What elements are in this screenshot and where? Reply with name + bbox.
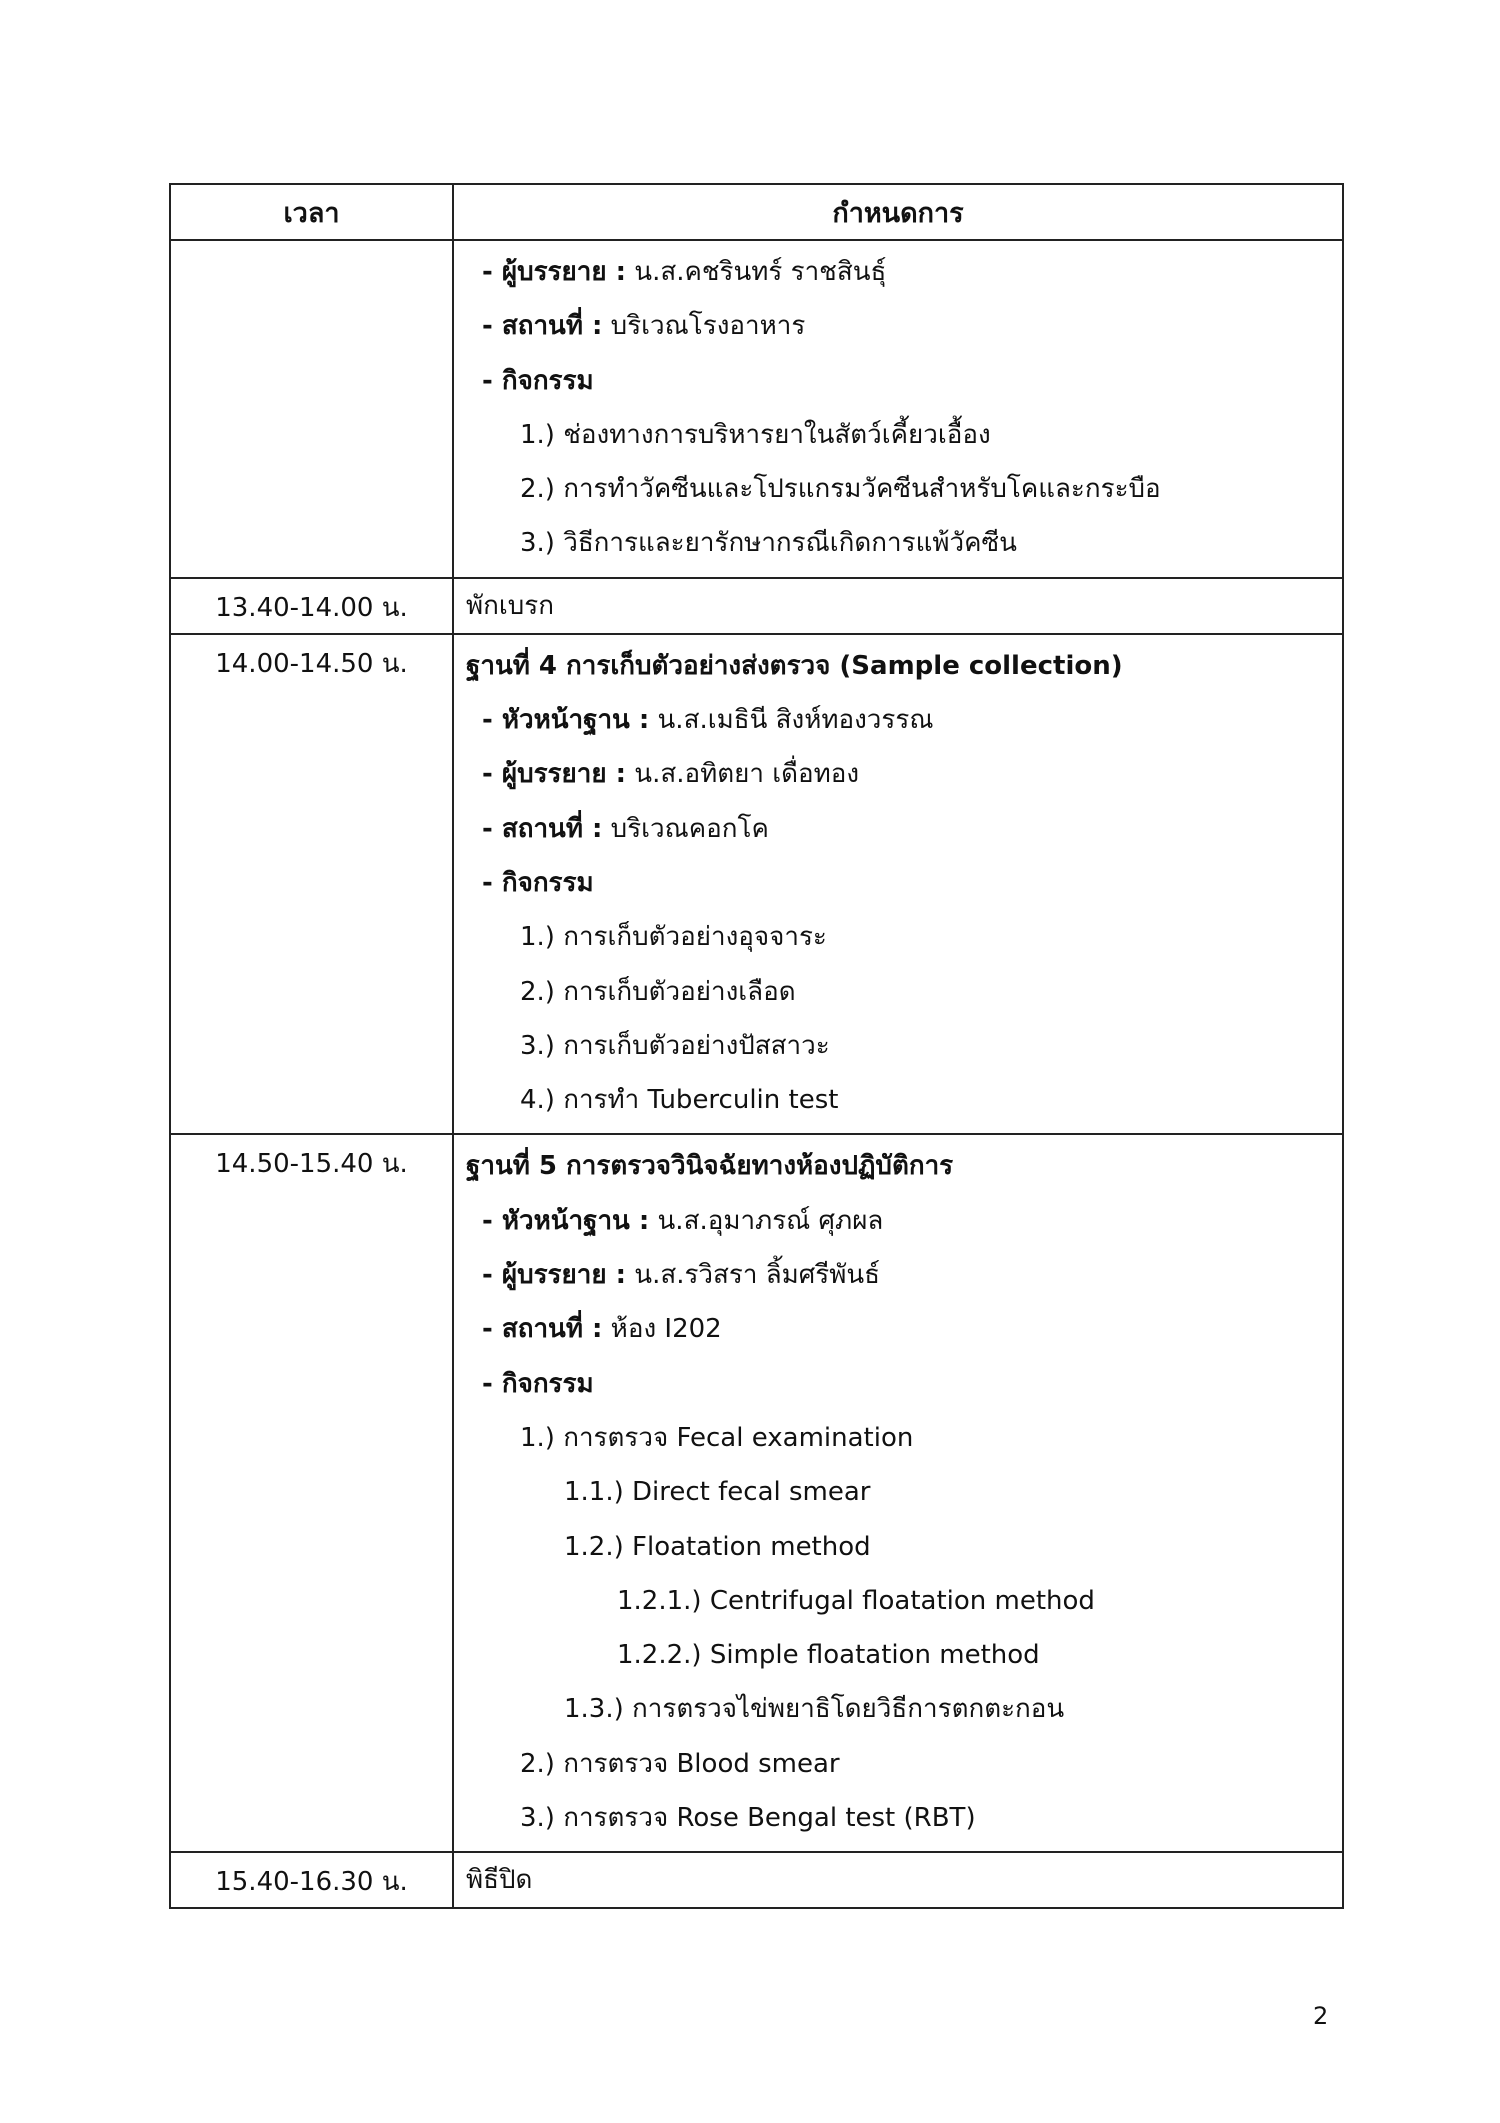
detail-line: พักเบรก xyxy=(466,590,554,621)
detail-line: - สถานที่ : ห้อง I202 xyxy=(482,1314,722,1345)
row-details xyxy=(453,634,1343,1135)
row-time: 13.40-14.00 น. xyxy=(170,578,453,634)
schedule-table xyxy=(169,183,1344,1909)
table-row xyxy=(170,1134,1343,1852)
activity-item: 3.) การเก็บตัวอย่างปัสสาวะ xyxy=(520,1030,830,1061)
activity-subitem: 1.1.) Direct fecal smear xyxy=(564,1477,871,1508)
table-row xyxy=(170,634,1343,1135)
activity-item: 1.) การเก็บตัวอย่างอุจจาระ xyxy=(520,922,827,953)
activity-subsubitem: 1.2.1.) Centrifugal floatation method xyxy=(617,1585,1095,1616)
activity-item: 4.) การทำ Tuberculin test xyxy=(520,1085,839,1116)
table-row xyxy=(170,240,1343,578)
detail-line: - กิจกรรม xyxy=(482,1368,594,1399)
activity-item: 2.) การตรวจ Blood smear xyxy=(520,1748,840,1779)
table-header-row xyxy=(170,184,1343,240)
activity-item: 2.) การทำวัคซีนและโปรแกรมวัคซีนสำหรับโคและกระบือ xyxy=(520,474,1161,505)
detail-line: - กิจกรรม xyxy=(482,867,594,898)
activity-item: 1.) ช่องทางการบริหารยาในสัตว์เคี้ยวเอื้อง xyxy=(520,419,991,450)
detail-line: - กิจกรรม xyxy=(482,365,594,396)
activity-item: 3.) วิธีการและยารักษากรณีเกิดการแพ้วัคซีน xyxy=(520,528,1017,559)
row-time xyxy=(170,240,453,578)
detail-line: - สถานที่ : บริเวณคอกโค xyxy=(482,813,769,844)
detail-line: - ผู้บรรยาย : น.ส.คชรินทร์ ราชสินธุ์ xyxy=(482,257,887,287)
detail-line: - หัวหน้าฐาน : น.ส.เมธินี สิงห์ทองวรรณ xyxy=(482,705,934,736)
row-details xyxy=(453,240,1343,578)
detail-line: - ผู้บรรยาย : น.ส.รวิสรา ลิ้มศรีพันธ์ xyxy=(482,1260,881,1291)
detail-line: - หัวหน้าฐาน : น.ส.อุมาภรณ์ ศุภผล xyxy=(482,1205,884,1236)
row-details xyxy=(453,1134,1343,1852)
detail-line: - สถานที่ : บริเวณโรงอาหาร xyxy=(482,311,806,342)
detail-line: - ผู้บรรยาย : น.ส.อทิตยา เดื่อทอง xyxy=(482,759,860,790)
row-details xyxy=(453,578,1343,634)
activity-item: 2.) การเก็บตัวอย่างเลือด xyxy=(520,976,796,1007)
activity-subsubitem: 1.2.2.) Simple floatation method xyxy=(617,1640,1040,1671)
row-details xyxy=(453,1852,1343,1908)
activity-subitem: 1.3.) การตรวจไข่พยาธิโดยวิธีการตกตะกอน xyxy=(564,1694,1065,1725)
station-title: ฐานที่ 4 การเก็บตัวอย่างส่งตรวจ (Sample collection) xyxy=(466,650,1123,681)
header-time: เวลา xyxy=(170,184,453,240)
header-agenda: กำหนดการ xyxy=(453,184,1343,240)
row-time: 14.00-14.50 น. xyxy=(170,634,453,1135)
page-number: 2 xyxy=(1313,2002,1329,2030)
activity-item: 3.) การตรวจ Rose Bengal test (RBT) xyxy=(520,1803,976,1834)
activity-item: 1.) การตรวจ Fecal examination xyxy=(520,1422,914,1453)
station-title: ฐานที่ 5 การตรวจวินิจฉัยทางห้องปฏิบัติการ xyxy=(466,1151,954,1182)
table-row xyxy=(170,1852,1343,1908)
row-time: 15.40-16.30 น. xyxy=(170,1852,453,1908)
detail-line: พิธีปิด xyxy=(466,1865,533,1896)
table-row xyxy=(170,578,1343,634)
row-time: 14.50-15.40 น. xyxy=(170,1134,453,1852)
activity-subitem: 1.2.) Floatation method xyxy=(564,1531,871,1562)
